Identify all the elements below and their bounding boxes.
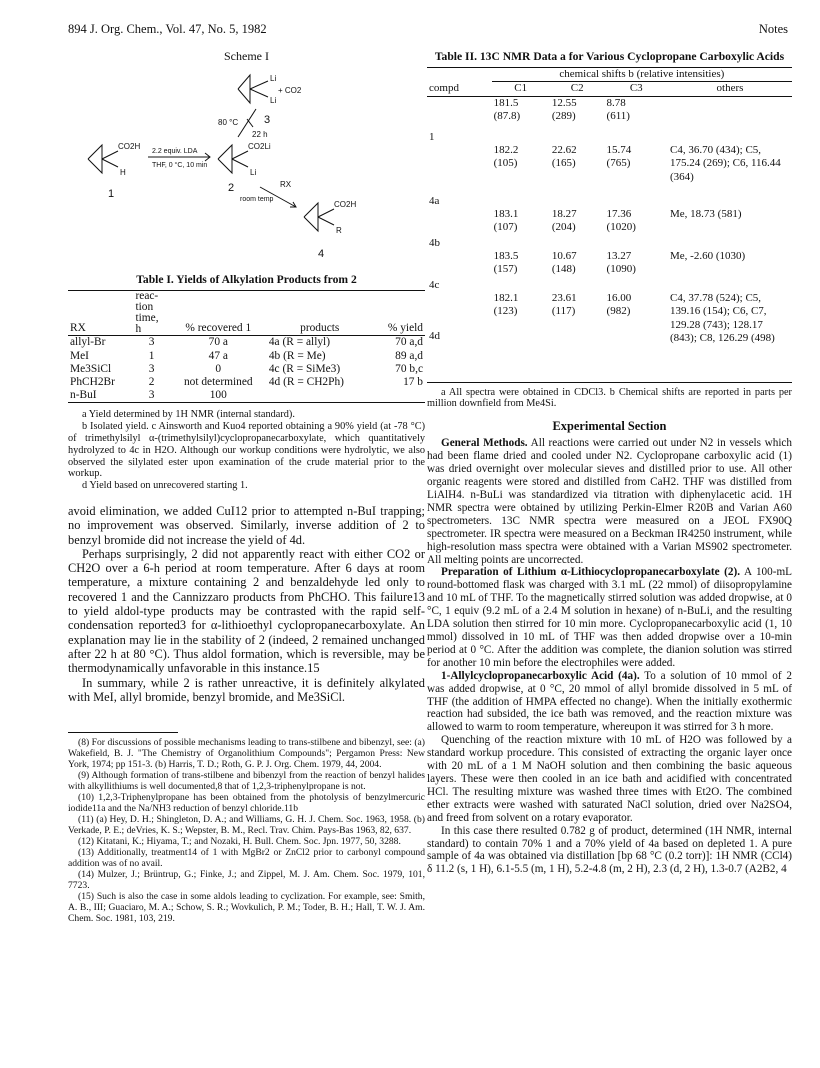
- t2-c3: 17.36 (1020): [606, 208, 636, 234]
- label-reagent2: THF, 0 °C, 10 min: [152, 162, 208, 170]
- label-li-1: Li: [270, 74, 277, 84]
- t2-others: Me, 18.73 (581): [670, 208, 742, 221]
- label-co2h: CO2H: [118, 142, 141, 152]
- label-r: R: [336, 226, 342, 236]
- exp-paragraph: Quenching of the reaction mixture with 10 mL of H2O was followed by a standard workup procedure. This consisted of extracting the organic layer once with 20 mL of a 1 M NaOH solution and then combining the basic aqueous layers. These were then cooled in an ice bath and acidified with concentrated HCl. The resulting mixture was washed three times with Et2O. The combined ether extracts were washed with saturated NaCl solution, dried over Na2SO4, and freed from solvent on a rotary evaporator.: [427, 734, 792, 824]
- t2-compd: 1: [429, 130, 435, 143]
- t2-c1: 183.5 (157): [493, 250, 519, 276]
- t1-time: 3: [148, 389, 155, 402]
- reference: (15) Such is also the case in some aldols leading to cyclization. For example, see: Smith, A. B., III; Guaciaro, M. A.; Schow, S. R.; Wovkulich, P. M.; Toder, B. H.; Hall, T. W. J. Am. Chem. Soc. 1981, 103, 219.: [68, 891, 425, 925]
- label-cond80: 80 °C: [218, 118, 239, 128]
- t1-prod: 4d (R = CH2Ph): [268, 376, 344, 389]
- paragraph: Perhaps surprisingly, 2 did not apparently react with either CO2 or CH2O over a 6-h period at room temperature. After 6 days at room temperature, a mixture containing 2 and benzaldehyde led only to recovered 1 and the Cannizzaro products from PhCHO. This failure13 to yield aldol-type products may be contrasted with the rapid self-condensation reported3 for α-lithioethyl cyclopropanecarboxylate. An explanation may lie in the stability of 2 (indeed, 2 remained unchanged after 22 h at 80 °C). Thus aldol formation, which is reversible, may be thermodynamically unfavorable in this instance.15: [68, 546, 425, 676]
- table2-footnote: [427, 387, 792, 411]
- reference: (8) For discussions of possible mechanisms leading to trans-stilbene and bibenzyl, see: (a) Wakefield, B. J. "The Chemistry of Organolithium Compounds"; Pergamon Press: New York, 1974; pp 151-3. (b) Harris, T. D.; Roth, G. P. J. Org. Chem. 1979, 44, 2004.: [68, 737, 425, 771]
- t1-rec: not determined: [183, 376, 253, 389]
- table2: [427, 67, 792, 382]
- t2-c3: 13.27 (1090): [606, 250, 636, 276]
- label-li: Li: [250, 168, 257, 178]
- t1-rx: n-BuI: [70, 389, 97, 402]
- reference: (10) 1,2,3-Triphenylpropane has been obtained from the photolysis of benzylmercuric iodide11a and the Na/NH3 reduction of benzyl chloride.11b: [68, 792, 425, 815]
- table1: [68, 290, 425, 403]
- t2-c2: 10.67 (148): [551, 250, 577, 276]
- t2-footnote: a All spectra were obtained in CDCl3. b Chemical shifts are reported in parts per million downfield from Me4Si.: [427, 386, 792, 410]
- t2-c1: 183.1 (107): [493, 208, 519, 234]
- exp-paragraph: Preparation of Lithium α-Lithiocyclopropanecarboxylate (2). A 100-mL round-bottomed flask was charged with 3.1 mL (22 mmol) of diisopropylamine and 10 mL of THF. To the magnetically stirred solution was added dropwise, at 0 °C, 1 equiv (9.2 mL of a 2.4 M solution in hexane) of n-BuLi, and the resulting LDA solution then stirred for 10 min more. Cyclopropanecarboxylic acid (1, 10 mmol) dissolved in 10 mL of THF was then added dropwise over a 10-min period at 0 °C. After the addition was complete, the dianion solution was stirred for another 10 min before the electrophiles were added.: [427, 566, 792, 669]
- t2-c2: 18.27 (204): [551, 208, 577, 234]
- t1-time: 3: [148, 362, 155, 375]
- label-num1: 1: [108, 188, 115, 201]
- label-num2: 2: [228, 182, 235, 195]
- table1-footnotes: [68, 409, 425, 492]
- table1-title: Table I. Yields of Alkylation Products from 2: [136, 273, 357, 287]
- t2-header-c3: C3: [629, 82, 643, 95]
- t1-prod: 4a (R = allyl): [268, 336, 331, 349]
- label-h: H: [120, 168, 126, 178]
- t2-c2: 22.62 (165): [551, 144, 577, 170]
- t2-c3: 16.00 (982): [606, 292, 632, 318]
- t2-compd: 4d: [429, 330, 440, 343]
- right-column: [427, 50, 792, 876]
- page-header: [68, 22, 788, 40]
- exp-paragraph: 1-Allylcyclopropanecarboxylic Acid (4a). To a solution of 10 mmol of 2 was added dropwise, at 0 °C, 20 mmol of allyl bromide dissolved in 5 mL of THF (the addition of HMPA effected no change). When the initially exothermic reaction had subsided, the ice bath was removed, and the reaction mixture was allowed to warm to room temperature, whereupon it was stirred for 3 h more.: [427, 669, 792, 734]
- t2-others: C4, 37.78 (524); C5, 139.16 (154); C6, C7, 129.28 (743); 128.17 (843); C8, 126.29 (498): [670, 292, 775, 344]
- body-text-left: [68, 504, 425, 704]
- t1-footnote-a: a Yield determined by 1H NMR (internal standard).: [82, 409, 295, 421]
- t2-header-others: others: [716, 82, 744, 95]
- t1-time: 3: [148, 336, 155, 349]
- paragraph: avoid elimination, we added CuI12 prior to attempted n-BuI trapping; no improvement was observed. Similarly, inverse addition of 2 to benzyl bromide did not increase the yield of 4d.: [68, 504, 425, 547]
- reference: (12) Kitatani, K.; Hiyama, T.; and Nozaki, H. Bull. Chem. Soc. Jpn. 1977, 50, 3288.: [78, 836, 401, 848]
- t2-compd: 4b: [429, 236, 440, 249]
- t2-header-c2: C2: [570, 82, 584, 95]
- t2-header-compd: compd: [429, 81, 459, 94]
- label-rx: RX: [280, 180, 292, 190]
- left-column: [68, 50, 425, 924]
- scheme-diagram: [68, 67, 425, 267]
- t1-rx: Me3SiCl: [70, 362, 112, 375]
- t1-header-yield: % yield: [387, 322, 423, 335]
- t2-c1: 182.1 (123): [493, 292, 519, 318]
- t2-c1: 182.2 (105): [493, 144, 519, 170]
- t1-header-rx: RX: [70, 322, 86, 335]
- t1-time: 2: [148, 376, 155, 389]
- t1-yield: 70 a,d: [395, 336, 423, 349]
- t1-yield: 70 b,c: [395, 362, 423, 375]
- t1-rec: 70 a: [208, 336, 228, 349]
- t2-others: C4, 36.70 (434); C5, 175.24 (269); C6, 116.44 (364): [670, 144, 781, 183]
- references: [68, 737, 425, 924]
- t2-c2: 12.55 (289): [551, 96, 577, 122]
- scheme-title: Scheme I: [224, 49, 269, 63]
- t1-prod: 4b (R = Me): [268, 349, 326, 362]
- t1-yield: 17 b: [403, 376, 423, 389]
- t2-header-c1: C1: [514, 82, 528, 95]
- t2-c3: 8.78 (611): [606, 96, 630, 122]
- reference: (13) Additionally, treatment14 of 1 with MgBr2 or ZnCl2 prior to carbonyl compound addition was of no avail.: [68, 847, 425, 870]
- t1-rx: allyl-Br: [70, 336, 106, 349]
- label-li-2: Li: [270, 96, 277, 106]
- t2-c2: 23.61 (117): [551, 292, 577, 318]
- t1-rx: PhCH2Br: [70, 376, 115, 389]
- t1-time: 1: [148, 349, 155, 362]
- label-reagent1: 2.2 equiv. LDA: [152, 148, 198, 156]
- t2-group-header: chemical shifts b (relative intensities): [492, 68, 792, 82]
- t1-prod: 4c (R = SiMe3): [268, 362, 341, 375]
- t1-rx: MeI: [70, 349, 89, 362]
- t2-compd: 4c: [429, 278, 440, 291]
- t2-others: [668, 96, 792, 144]
- exp-paragraph: General Methods. All reactions were carried out under N2 in vessels which had been flame dried and cooled under N2. Cyclopropane carboxylic acid (1) was dried overnight over molecular sieves and distilled prior to use. All other organic reagents were stored and distilled from CaH2. THF was distilled from LiAlH4. n-BuLi was standardized via titration with diphenylacetic acid. 1H NMR spectra were obtained by utilizing Perkin-Elmer R20B and Varian A60 spectrometers. 13C NMR spectra were measured on a JEOL FX90Q spectrometer. IR spectra were measured on a Beckman IR4250 instrument, while high-resolution mass spectra were obtained with a Varian MS902 spectrometer. All melting points are uncorrected.: [427, 437, 792, 566]
- reference: (14) Mulzer, J.; Brüntrup, G.; Finke, J.; and Zippel, M. J. Am. Chem. Soc. 1979, 101, 7723.: [68, 869, 425, 892]
- label-num3: 3: [264, 114, 271, 127]
- label-cond22: 22 h: [252, 130, 268, 140]
- label-num4: 4: [318, 248, 325, 261]
- t1-rec: 100: [209, 389, 227, 402]
- t1-header-recovered: % recovered 1: [185, 322, 252, 335]
- label-co2: + CO2: [278, 86, 302, 96]
- t1-yield: [373, 389, 425, 403]
- t2-c3: 15.74 (765): [606, 144, 632, 170]
- t1-rec: 0: [215, 362, 222, 375]
- t1-prod: [267, 389, 373, 403]
- t1-header-products: products: [300, 322, 340, 335]
- t1-rec: 47 a: [208, 349, 228, 362]
- experimental-title: Experimental Section: [552, 419, 667, 434]
- t2-c1: 181.5 (87.8): [493, 96, 521, 122]
- label-roomtemp: room temp: [240, 196, 274, 204]
- t1-yield: 89 a,d: [395, 349, 423, 362]
- reference: (9) Although formation of trans-stilbene and bibenzyl from the reaction of benzyl halides with alkyllithiums is well documented,8 that of 1,2,3-triphenylpropane is not.: [68, 770, 425, 793]
- paragraph: In summary, while 2 is rather unreactive, it is definitely alkylated with MeI, allyl bromide, benzyl bromide, and Me3SiCl.: [68, 675, 425, 704]
- table2-title: Table II. 13C NMR Data a for Various Cyclopropane Carboxylic Acids: [434, 50, 785, 63]
- t2-compd: 4a: [429, 194, 440, 207]
- experimental-section: [427, 437, 792, 876]
- t1-footnote-b: b Isolated yield. c Ainsworth and Kuo4 reported obtaining a 90% yield (at -78 °C) of trimethylsilyl α-(trimethylsilyl)cyclopropanecarboxylate, which quantitatively hydrolyzed to 4c in H2O. Although our workup conditions were hydrolytic, we also observed the silylated ester upon examination of the crude material prior to the workup.: [68, 421, 425, 480]
- label-co2li: CO2Li: [248, 142, 271, 152]
- t2-others: Me, -2.60 (1030): [670, 250, 746, 263]
- label-co2h-2: CO2H: [334, 200, 357, 210]
- t1-footnote-d: d Yield based on unrecovered starting 1.: [82, 480, 248, 492]
- reference: (11) (a) Hey, D. H.; Shingleton, D. A.; and Williams, G. H. J. Chem. Soc. 1963, 1958. (b) Verkade, P. E.; deVries, K. S.; Wepster, B. M., Recl. Trav. Chim. Pays-Bas 1963, 82, 637.: [68, 814, 425, 837]
- journal-citation: 894 J. Org. Chem., Vol. 47, No. 5, 1982: [68, 22, 267, 36]
- t1-header-time: reac- tion time, h: [135, 290, 159, 336]
- exp-paragraph: In this case there resulted 0.782 g of product, determined (1H NMR, internal standard) to contain 70% 1 and a 70% yield of 4a based on depleted 1. A pure sample of 4a was obtained via distillation [bp 68 °C (0.2 torr)]: 1H NMR (CCl4) δ 11.2 (s, 1 H), 6.1-5.5 (m, 1 H), 5.2-4.8 (m, 2 H), 2.3 (d, 2 H), 1.3-0.7 (A2B2, 4: [427, 824, 792, 876]
- section-name: Notes: [758, 22, 788, 36]
